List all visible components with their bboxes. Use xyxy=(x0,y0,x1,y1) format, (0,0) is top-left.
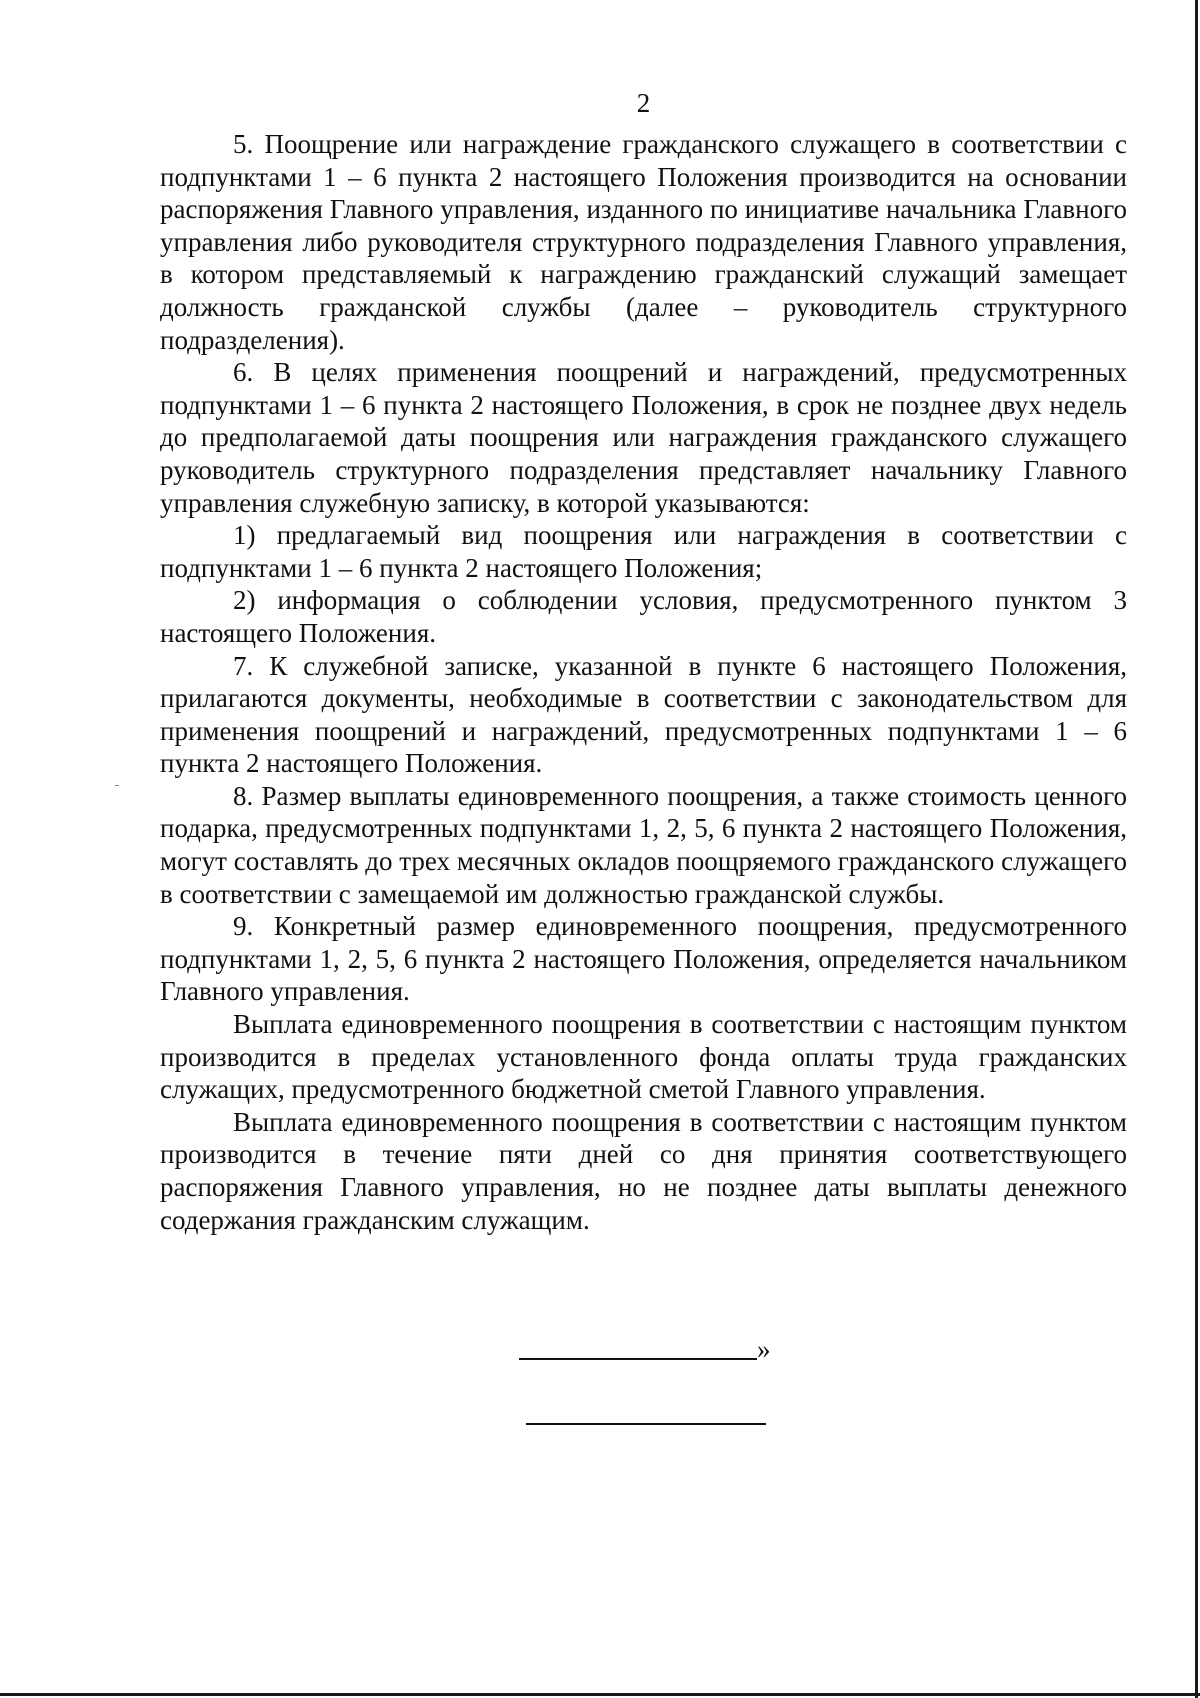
paragraph-6-item-1: 1) предлагаемый вид поощрения или награждения в соответствии с подпунктами 1 – 6 пункта 2 настоящего Положения; xyxy=(160,520,1127,583)
paragraph-5: 5. Поощрение или награждение гражданского служащего в соответствии с подпунктами 1 – 6 пункта 2 настоящего Положения производится на основании распоряжения Главного управления, изданного по инициативе начальника Главного управления либо руководителя структурного подразделения Главного управления, в котором представляемый к награждению гражданский служащий замещает должность гражданской службы (далее – руководитель структурного подразделения). xyxy=(160,129,1127,355)
page-number: 2 xyxy=(636,88,651,118)
paragraph-8: 8. Размер выплаты единовременного поощрения, а также стоимость ценного подарка, предусмотренных подпунктами 1, 2, 5, 6 пункта 2 настоящего Положения, могут составлять до трех месячных окладов поощряемого гражданского служащего в соответствии с замещаемой им должностью гражданской службы. xyxy=(160,780,1127,909)
paragraph-6-item-2: 2) информация о соблюдении условия, предусмотренного пунктом 3 настоящего Положения. xyxy=(160,585,1127,648)
paragraph-6: 6. В целях применения поощрений и награждений, предусмотренных подпунктами 1 – 6 пункта 2 настоящего Положения, в срок не позднее двух недель до предполагаемой даты поощрения или награждения гражданского служащего руководитель структурного подразделения представляет начальнику Главного управления служебную записку, в которой указываются: xyxy=(160,357,1127,518)
paragraph-7: 7. К служебной записке, указанной в пункте 6 настоящего Положения, прилагаются документы, необходимые в соответствии с законодательством для применения поощрений и награждений, предусмотренных подпунктами 1 – 6 пункта 2 настоящего Положения. xyxy=(160,650,1127,779)
closing-line-with-quote xyxy=(519,1332,779,1372)
closing-underline xyxy=(519,1358,757,1360)
paragraph-9-payment-fund: Выплата единовременного поощрения в соответствии с настоящим пунктом производится в пределах установленного фонда оплаты труда гражданских служащих, предусмотренного бюджетной сметой Главного управления. xyxy=(160,1009,1127,1105)
closing-quote-mark: » xyxy=(757,1334,771,1364)
scan-edge-right xyxy=(1195,0,1198,1698)
scan-speck xyxy=(115,785,119,786)
end-of-document-line xyxy=(526,1423,766,1425)
paragraph-9-payment-term: Выплата единовременного поощрения в соответствии с настоящим пунктом производится в течение пяти дней со дня принятия соответствующего распоряжения Главного управления, но не позднее даты выплаты денежного содержания гражданским служащим. xyxy=(160,1106,1127,1235)
paragraph-9: 9. Конкретный размер единовременного поощрения, предусмотренного подпунктами 1, 2, 5, 6 пункта 2 настоящего Положения, определяется начальником Главного управления. xyxy=(160,911,1127,1007)
document-body xyxy=(160,128,1127,1236)
scan-edge-bottom xyxy=(0,1693,1200,1696)
